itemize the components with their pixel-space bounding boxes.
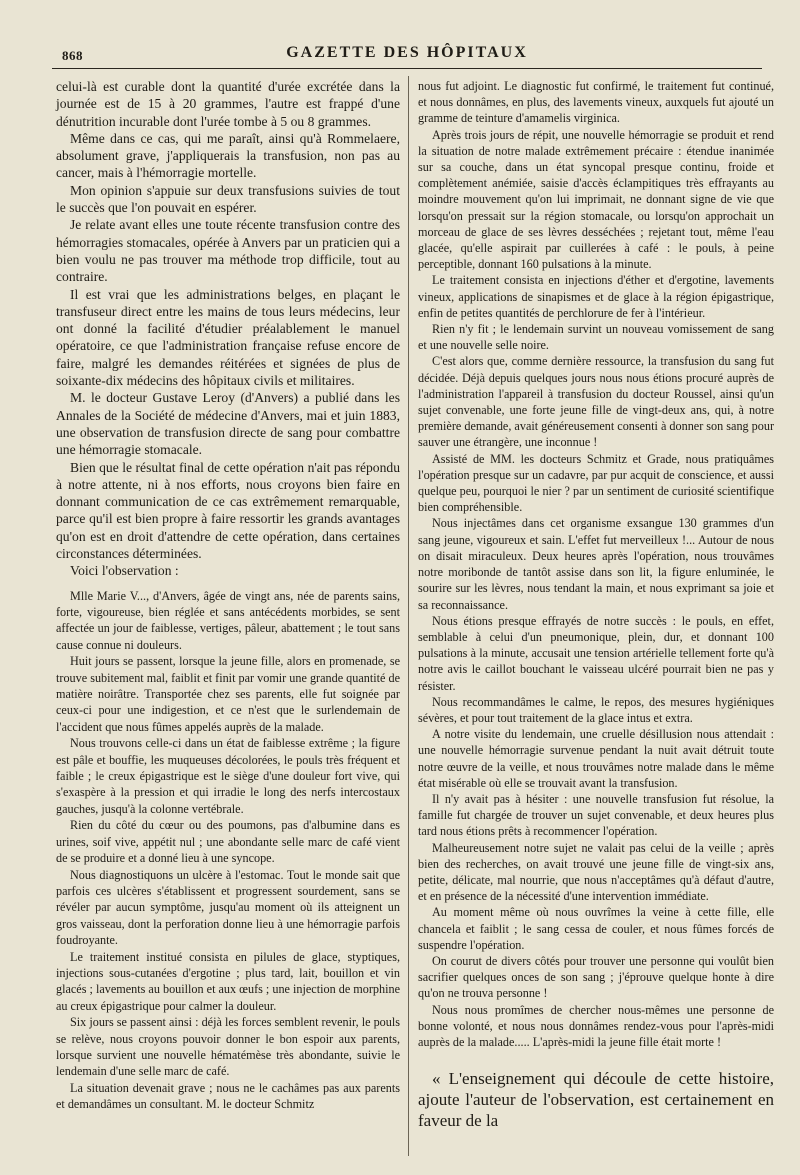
paragraph: Il est vrai que les administrations belges, en plaçant le transfuseur direct entre les mains de tous leurs médecins, leur ont donné la facilité d'étudier préalablement le manuel opératoire, ce que l'administration française refuse encore de faire, malgré les demandes réitérées et signées de plus de soixante-dix médecins des hôpitaux civils et militaires. [56, 286, 400, 389]
observation-paragraph: Rien n'y fit ; le lendemain survint un nouveau vomissement de sang et une nouvelle selle noire. [418, 322, 774, 353]
observation-paragraph: On courut de divers côtés pour trouver une personne qui voulût bien sacrifier quelques onces de son sang ; j'éprouve quelque honte à dire qu'on ne trouva personne ! [418, 953, 774, 1001]
observation-paragraph: Il n'y avait pas à hésiter : une nouvelle transfusion fut résolue, la famille fut chargée de trouver un sujet convenable, et deux heures plus tard nous étions prêts à recommencer l'opération. [418, 791, 774, 839]
journal-title: GAZETTE DES HÔPITAUX [286, 44, 528, 61]
page-number: 868 [62, 48, 83, 63]
paragraph: Voici l'observation : [70, 563, 179, 579]
paragraph: Mon opinion s'appuie sur deux transfusions suivies de tout le succès que l'on pouvait en espérer. [56, 182, 400, 216]
column-divider [408, 76, 409, 1156]
left-column [56, 78, 400, 1113]
observation-paragraph: Nous diagnostiquons un ulcère à l'estomac. Tout le monde sait que parfois ces ulcères s'établissent et progressent sourdement, sans se révéler par aucun symptôme, jusqu'au moment où ils atteignent un gros vaisseau, dont la perforation donne lieu à une hémorragie parfois foudroyante. [56, 867, 400, 948]
observation-continued [418, 78, 774, 1050]
observation-paragraph: A notre visite du lendemain, une cruelle désillusion nous attendait : une nouvelle hémorragie survenue pendant la nuit avait détruit toute notre œuvre de la veille, et nous trouvâmes notre malade dans le même état misérable où elle se trouvait avant la transfusion. [418, 727, 774, 790]
observation-paragraph: Au moment même où nous ouvrîmes la veine à cette fille, elle chancela et faiblit ; le sang cessa de couler, et nous fûmes forcés de suspendre l'opération. [418, 905, 774, 952]
observation-paragraph: Nous étions presque effrayés de notre succès : le pouls, en effet, semblable à celui d'un pneumonique, plein, dur, et donnant 100 pulsations à la minute, accusait une tension artérielle tellement forte qu'à notre avis le caillot bouchant le vaisseau ulcéré pourrait bien ne pas y résister. [418, 613, 774, 693]
closing-quote: « L'enseignement qui découle de cette histoire, ajoute l'auteur de l'observation, est certainement en faveur de la [418, 1069, 774, 1131]
observation-paragraph: Assisté de MM. les docteurs Schmitz et Grade, nous pratiquâmes l'opération presque sur un cadavre, par pur acquit de conscience, et aussi quelque peu, pourquoi le nier ? par un sentiment de curiosité scientifique bien compréhensible. [418, 451, 774, 515]
right-column [418, 78, 774, 1131]
observation-paragraph: Nous recommandâmes le calme, le repos, des mesures hygiéniques sévères, et pour tout traitement de la glace intus et extra. [418, 694, 774, 725]
observation-paragraph: nous fut adjoint. Le diagnostic fut confirmé, le traitement fut continué, et nous donnâmes, en plus, des lavements vineux, auxquels fut ajouté un gramme de teinture d'amamelis virginica. [418, 79, 774, 126]
observation-paragraph: Malheureusement notre sujet ne valait pas celui de la veille ; après bien des recherches, on avait trouvé une jeune fille de vingt-six ans, petite, délicate, mal nourrie, que nous n'acceptâmes qu'à défaut d'autre, et en présence de la nécessité d'une intervention immédiate. [418, 840, 774, 904]
paragraph: Même dans ce cas, qui me paraît, ainsi qu'à Rommelaere, absolument grave, j'appliquerais la transfusion, non pas au cancer, mais à l'hémorragie mortelle. [56, 130, 400, 181]
paragraph: M. le docteur Gustave Leroy (d'Anvers) a publié dans les Annales de la Société de médecine d'Anvers, mai et juin 1883, une observation de transfusion directe de sang pour combattre une hémorragie stomacale. [56, 390, 400, 458]
paragraph: Bien que le résultat final de cette opération n'ait pas répondu à notre attente, ni à nos efforts, nous croyons bien faire en donnant communication de ce cas extrêmement remarquable, parce qu'il est bien propre à faire ressortir les grands avantages qu'on est en droit d'attendre de cette opération, dans certaines circonstances déterminées. [56, 459, 400, 562]
paragraph: Je relate avant elles une toute récente transfusion contre des hémorragies stomacales, opérée à Anvers par un praticien qui a bien voulu ne pas trouver ma méthode trop difficile, tout au contraire. [56, 217, 400, 285]
observation-paragraph: Huit jours se passent, lorsque la jeune fille, alors en promenade, se trouve subitement mal, faiblit et finit par vomir une grande quantité de matière noirâtre. Transportée chez ses parents, elle fut soignée par ceux-ci pour une indigestion, et ce n'est que le surlendemain de l'accident que nous fûmes appelés auprès de la malade. [56, 654, 400, 734]
observation-paragraph: Nous trouvons celle-ci dans un état de faiblesse extrême ; la figure est pâle et bouffie, les muqueuses décolorées, le pouls très fréquent et faible ; le creux épigastrique est le siège d'une douleur fort vive, qui s'exaspère à la pression et qui irradie le long des nerfs intercostaux gauches, jusqu'à la colonne vertébrale. [56, 736, 400, 816]
observation-paragraph: Le traitement institué consista en pilules de glace, styptiques, injections sous-cutanées d'ergotine ; plus tard, lait, bouillon et vin glacés ; lavements au bouillon et aux œufs ; une injection de morphine au creux épigastrique pour calmer la douleur. [56, 949, 400, 1013]
observation-paragraph: C'est alors que, comme dernière ressource, la transfusion du sang fut décidée. Déjà depuis quelques jours nous nous étions procuré auprès de l'administration l'appareil à transfusion du docteur Roussel, ainsi qu'un sujet convenable, une forte jeune fille de vingt-deux ans, qui, à notre première demande, avait généreusement consenti à donner son sang pour sauver une étrangère, une inconnue ! [418, 354, 775, 450]
observation-paragraph: Après trois jours de répit, une nouvelle hémorragie se produit et rend la situation de notre malade extrêmement précaire : étendue inanimée sur sa couche, dans un état syncopal presque continu, froide et complètement anémiée, saisie d'accès éclampitiques très effrayants au moindre mouvement qu'on lui imprimait, ne donnant signe de vie que lorsqu'on pressait sur la région stomacale, ou lorsqu'on approchait un morceau de glace de ses lèvres desséchées ; rejetant tout, même l'eau glacée, qu'elle aspirait par cuillerées à café : le pouls, à peine perceptible, donnant 160 pulsations à la minute. [418, 127, 774, 272]
observation-paragraph: Six jours se passent ainsi : déjà les forces semblent revenir, le pouls se relève, nous croyons pouvoir donner le bon espoir aux parents, lorsque survient une nouvelle hématémèse très abondante, suivie le lendemain d'une selle marc de café. [56, 1015, 400, 1079]
observation-block [56, 588, 400, 1113]
observation-paragraph: Nous nous promîmes de chercher nous-mêmes une personne de bonne volonté, et nous nous donnâmes rendez-vous pour l'après-midi auprès de la malade..... L'après-midi la jeune fille était morte ! [418, 1002, 774, 1049]
paragraph: celui-là est curable dont la quantité d'urée excrétée dans la journée est de 15 à 20 grammes, l'autre est frappé d'une dénutrition incurable dont l'urée tombe à 5 ou 8 grammes. [56, 79, 400, 129]
observation-paragraph: Le traitement consista en injections d'éther et d'ergotine, lavements vineux, applications de sinapismes et de glace à la région épigastrique, enfin de petites quantités de perchlorure de fer à l'intérieur. [418, 273, 774, 320]
observation-paragraph: Mlle Marie V..., d'Anvers, âgée de vingt ans, née de parents sains, forte, vigoureuse, bien réglée et sans antécédents morbides, se sent affectée un jour de faiblesse, vertiges, pâleur, abattement ; le tout sans cause connue ni douleurs. [56, 588, 400, 652]
observation-paragraph: Nous injectâmes dans cet organisme exsangue 130 grammes d'un sang jeune, vigoureux et sain. L'effet fut merveilleux !... Autour de nous on disait miraculeux. Deux heures après l'opération, nous trouvâmes notre moribonde de tantôt assise dans son lit, la figure enluminée, le sourire sur les lèvres, nous tendant la main, et nous exprimant sa joie et sa reconnaissance. [418, 516, 774, 612]
observation-paragraph: La situation devenait grave ; nous ne le cachâmes pas aux parents et demandâmes un consultant. M. le docteur Schmitz [56, 1080, 400, 1112]
page-header [52, 42, 762, 69]
observation-paragraph: Rien du côté du cœur ou des poumons, pas d'albumine dans es urines, soif vive, appétit nul ; une abondante selle marc de café vient de se produire et a donné lieu à une syncope. [56, 818, 400, 866]
